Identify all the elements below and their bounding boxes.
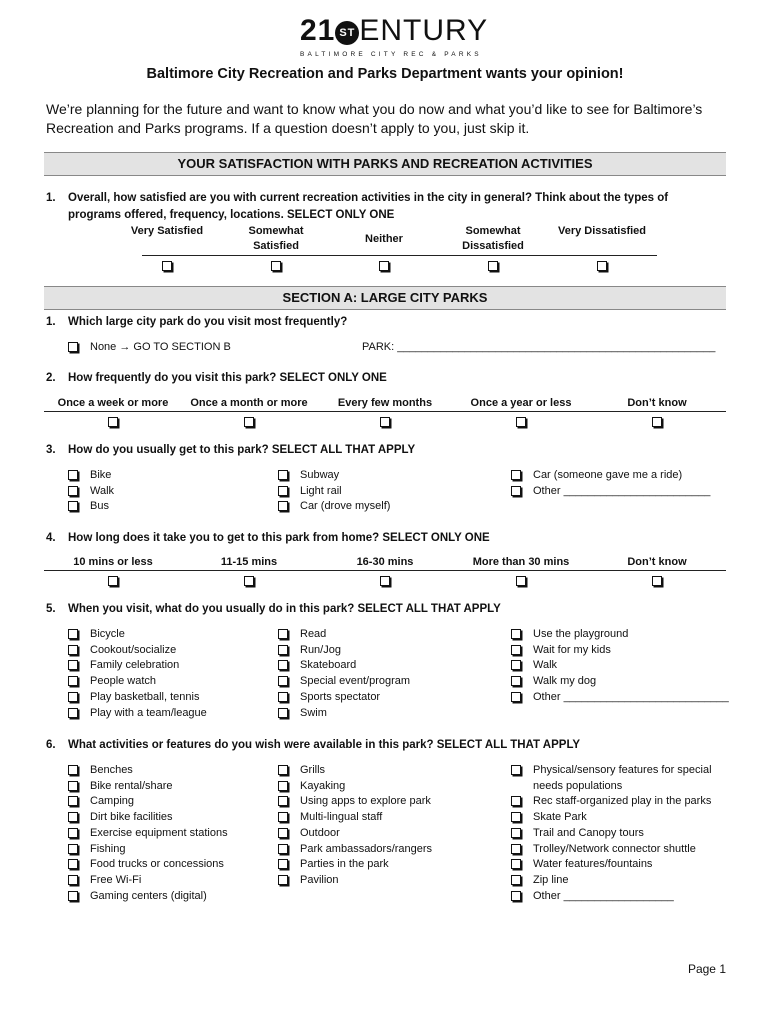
option-checkbox[interactable] <box>380 413 390 431</box>
option-checkbox[interactable] <box>516 572 526 590</box>
checkbox[interactable] <box>244 576 254 586</box>
question-a3: 3. How do you usually get to this park? SELECT ALL THAT APPLY <box>46 444 416 456</box>
question-a4: 4. How long does it take you to get to this park from home? SELECT ONLY ONE <box>46 532 490 544</box>
checkbox-option[interactable]: Other __________________ <box>511 889 674 905</box>
checkbox[interactable] <box>516 417 526 427</box>
checkbox-option[interactable]: Bus <box>68 499 109 515</box>
checkbox-option[interactable]: Trail and Canopy tours <box>511 826 644 842</box>
checkbox[interactable] <box>68 781 78 791</box>
checkbox[interactable] <box>380 576 390 586</box>
checkbox[interactable] <box>652 417 662 427</box>
option-label: 10 mins or less <box>73 556 153 568</box>
checkbox-option[interactable]: Read <box>278 627 326 643</box>
checkbox[interactable] <box>68 645 78 655</box>
checkbox[interactable] <box>68 342 78 352</box>
checkbox[interactable] <box>162 261 172 271</box>
checkbox-option[interactable]: Light rail <box>278 484 342 500</box>
checkbox-option[interactable]: Food trucks or concessions <box>68 857 224 873</box>
scale-option[interactable] <box>379 257 389 275</box>
checkbox-option[interactable]: needs populations <box>533 779 623 792</box>
checkbox[interactable] <box>108 417 118 427</box>
checkbox[interactable] <box>511 645 521 655</box>
logo-wordmark: 21 ST ENTURY <box>300 14 489 47</box>
checkbox-option[interactable]: Dirt bike facilities <box>68 810 173 826</box>
checkbox-option[interactable]: Walk <box>68 484 114 500</box>
logo <box>300 14 490 58</box>
checkbox[interactable] <box>278 676 288 686</box>
option-checkbox[interactable] <box>652 572 662 590</box>
checkbox[interactable] <box>68 796 78 806</box>
option-checkbox[interactable] <box>516 413 526 431</box>
checkbox[interactable] <box>380 417 390 427</box>
checkbox[interactable] <box>244 417 254 427</box>
checkbox-option[interactable]: Rec staff-organized play in the parks <box>511 794 711 810</box>
page-title: Baltimore City Recreation and Parks Department wants your opinion! <box>146 66 624 82</box>
option-checkbox[interactable] <box>244 413 254 431</box>
checkbox-option[interactable]: Other ________________________ <box>511 484 710 500</box>
checkbox[interactable] <box>68 692 78 702</box>
checkbox[interactable] <box>516 576 526 586</box>
checkbox-option[interactable]: Walk my dog <box>511 674 596 690</box>
checkbox-option[interactable]: Walk <box>511 658 557 674</box>
checkbox-option[interactable]: Bike <box>68 468 111 484</box>
checkbox-option[interactable]: Water features/fountains <box>511 857 652 873</box>
section-header-satisfaction: YOUR SATISFACTION WITH PARKS AND RECREATION ACTIVITIES <box>44 152 726 176</box>
checkbox-option[interactable]: Outdoor <box>278 826 340 842</box>
scale-underline <box>142 255 657 256</box>
checkbox[interactable] <box>278 796 288 806</box>
checkbox-option[interactable]: Swim <box>278 706 327 722</box>
scale-option[interactable] <box>271 257 281 275</box>
option-label: Don’t know <box>627 397 687 409</box>
checkbox[interactable] <box>278 859 288 869</box>
option-label: 11-15 mins <box>220 556 278 568</box>
checkbox-option[interactable]: Run/Jog <box>278 643 341 659</box>
checkbox-option[interactable]: Wait for my kids <box>511 643 611 659</box>
checkbox[interactable] <box>488 261 498 271</box>
option-label: More than 30 mins <box>472 556 570 568</box>
checkbox[interactable] <box>278 781 288 791</box>
checkbox-option[interactable]: Car (drove myself) <box>278 499 390 515</box>
checkbox[interactable] <box>68 501 78 511</box>
question-sat-1: 1. Overall, how satisfied are you with current recreation activities in the city in general? Think about the types of programs offered, frequency, locations. SELECT ONLY ONE <box>46 192 669 221</box>
checkbox[interactable] <box>511 796 521 806</box>
checkbox-option[interactable]: People watch <box>68 674 156 690</box>
option-label: Once a month or more <box>190 397 308 409</box>
question-a5: 5. When you visit, what do you usually do in this park? SELECT ALL THAT APPLY <box>46 603 501 615</box>
checkbox-option[interactable]: Trolley/Network connector shuttle <box>511 842 696 858</box>
scale-label: Very Dissatisfied <box>557 225 647 237</box>
question-a1: 1. Which large city park do you visit most frequently? <box>46 316 348 328</box>
option-checkbox[interactable] <box>380 572 390 590</box>
section-header-a: SECTION A: LARGE CITY PARKS <box>44 286 726 310</box>
checkbox[interactable] <box>511 676 521 686</box>
checkbox-option[interactable]: Cookout/socialize <box>68 643 176 659</box>
checkbox-option[interactable]: Zip line <box>511 873 568 889</box>
checkbox[interactable] <box>68 859 78 869</box>
logo-subtitle: BALTIMORE CITY REC & PARKS <box>300 51 482 58</box>
checkbox[interactable] <box>68 676 78 686</box>
checkbox[interactable] <box>68 486 78 496</box>
checkbox-option[interactable]: Play with a team/league <box>68 706 207 722</box>
checkbox[interactable] <box>278 875 288 885</box>
checkbox-option[interactable]: Grills <box>278 763 325 779</box>
checkbox-option[interactable]: Using apps to explore park <box>278 794 431 810</box>
checkbox[interactable] <box>68 812 78 822</box>
scale-option[interactable] <box>162 257 172 275</box>
checkbox-option[interactable]: Benches <box>68 763 133 779</box>
checkbox-option[interactable]: Special event/program <box>278 674 410 690</box>
checkbox[interactable] <box>511 692 521 702</box>
checkbox[interactable] <box>278 486 288 496</box>
checkbox-option[interactable]: Pavilion <box>278 873 339 889</box>
question-a6: 6. What activities or features do you wish were available in this park? SELECT ALL THAT APPLY <box>46 739 581 751</box>
intro-text: We’re planning for the future and want to know what you do now and what you’d like to see for Baltimore’s Recreation and Parks programs. If a question doesn’t apply to you, just skip it. <box>46 101 703 136</box>
checkbox[interactable] <box>68 660 78 670</box>
checkbox[interactable] <box>68 629 78 639</box>
checkbox[interactable] <box>511 486 521 496</box>
checkbox[interactable] <box>511 859 521 869</box>
checkbox-option[interactable]: Multi-lingual staff <box>278 810 382 826</box>
checkbox[interactable] <box>278 645 288 655</box>
checkbox[interactable] <box>511 765 521 775</box>
checkbox-option[interactable]: Bicycle <box>68 627 125 643</box>
checkbox-option[interactable]: Play basketball, tennis <box>68 690 199 706</box>
option-checkbox[interactable] <box>652 413 662 431</box>
checkbox[interactable] <box>511 875 521 885</box>
checkbox-option[interactable]: Parties in the park <box>278 857 389 873</box>
grid-underline <box>44 411 726 412</box>
checkbox[interactable] <box>379 261 389 271</box>
park-field[interactable]: PARK: ____________________________________________________ <box>362 341 716 353</box>
checkbox[interactable] <box>108 576 118 586</box>
checkbox[interactable] <box>278 708 288 718</box>
checkbox[interactable] <box>271 261 281 271</box>
scale-label: Very Satisfied <box>130 225 204 237</box>
checkbox-option[interactable]: Free Wi-Fi <box>68 873 141 889</box>
scale-label: Neither <box>365 233 403 245</box>
checkbox[interactable] <box>278 828 288 838</box>
checkbox[interactable] <box>511 629 521 639</box>
scale-option[interactable] <box>597 257 607 275</box>
checkbox-option[interactable]: Car (someone gave me a ride) <box>511 468 682 484</box>
checkbox[interactable] <box>68 708 78 718</box>
checkbox-option[interactable]: Bike rental/share <box>68 779 173 795</box>
checkbox[interactable] <box>68 844 78 854</box>
scale-option[interactable] <box>488 257 498 275</box>
option-label: 16-30 mins <box>356 556 414 568</box>
option-checkbox[interactable] <box>108 413 118 431</box>
checkbox[interactable] <box>278 844 288 854</box>
checkbox[interactable] <box>511 660 521 670</box>
option-checkbox[interactable] <box>244 572 254 590</box>
checkbox[interactable] <box>278 629 288 639</box>
checkbox[interactable] <box>68 765 78 775</box>
checkbox-option[interactable]: Skateboard <box>278 658 356 674</box>
checkbox[interactable] <box>278 660 288 670</box>
checkbox-option[interactable]: Skate Park <box>511 810 587 826</box>
checkbox[interactable] <box>68 828 78 838</box>
checkbox-option[interactable]: Fishing <box>68 842 125 858</box>
option-label: Once a week or more <box>57 397 169 409</box>
checkbox[interactable] <box>278 692 288 702</box>
checkbox[interactable] <box>511 891 521 901</box>
checkbox[interactable] <box>511 470 521 480</box>
checkbox[interactable] <box>511 812 521 822</box>
checkbox[interactable] <box>278 501 288 511</box>
checkbox-option[interactable]: Other ___________________________ <box>511 690 729 706</box>
question-a2: 2. How frequently do you visit this park? SELECT ONLY ONE <box>46 372 387 384</box>
page-number: Page 1 <box>687 962 726 976</box>
checkbox-option[interactable]: Exercise equipment stations <box>68 826 228 842</box>
checkbox-option[interactable]: Park ambassadors/rangers <box>278 842 432 858</box>
checkbox[interactable] <box>68 891 78 901</box>
checkbox-option[interactable]: Subway <box>278 468 339 484</box>
checkbox[interactable] <box>278 812 288 822</box>
option-label: Don’t know <box>627 556 687 568</box>
checkbox-option[interactable]: Gaming centers (digital) <box>68 889 207 905</box>
checkbox[interactable] <box>511 828 521 838</box>
checkbox[interactable] <box>511 844 521 854</box>
checkbox-option[interactable]: Use the playground <box>511 627 628 643</box>
grid-underline <box>44 570 726 571</box>
checkbox-option[interactable]: Camping <box>68 794 134 810</box>
option-none[interactable]: None → GO TO SECTION B <box>68 340 231 356</box>
scale-label: Somewhat Dissatisfied <box>462 225 524 252</box>
scale-label: Somewhat Satisfied <box>248 225 304 252</box>
checkbox[interactable] <box>68 875 78 885</box>
checkbox-option[interactable]: Kayaking <box>278 779 345 795</box>
checkbox[interactable] <box>278 765 288 775</box>
option-label: Every few months <box>337 397 433 409</box>
checkbox-option[interactable]: Physical/sensory features for special <box>511 763 712 779</box>
checkbox[interactable] <box>278 470 288 480</box>
checkbox-option[interactable]: Family celebration <box>68 658 179 674</box>
option-checkbox[interactable] <box>108 572 118 590</box>
checkbox[interactable] <box>597 261 607 271</box>
checkbox[interactable] <box>652 576 662 586</box>
option-label: Once a year or less <box>470 397 572 409</box>
checkbox-option[interactable]: Sports spectator <box>278 690 380 706</box>
checkbox[interactable] <box>68 470 78 480</box>
